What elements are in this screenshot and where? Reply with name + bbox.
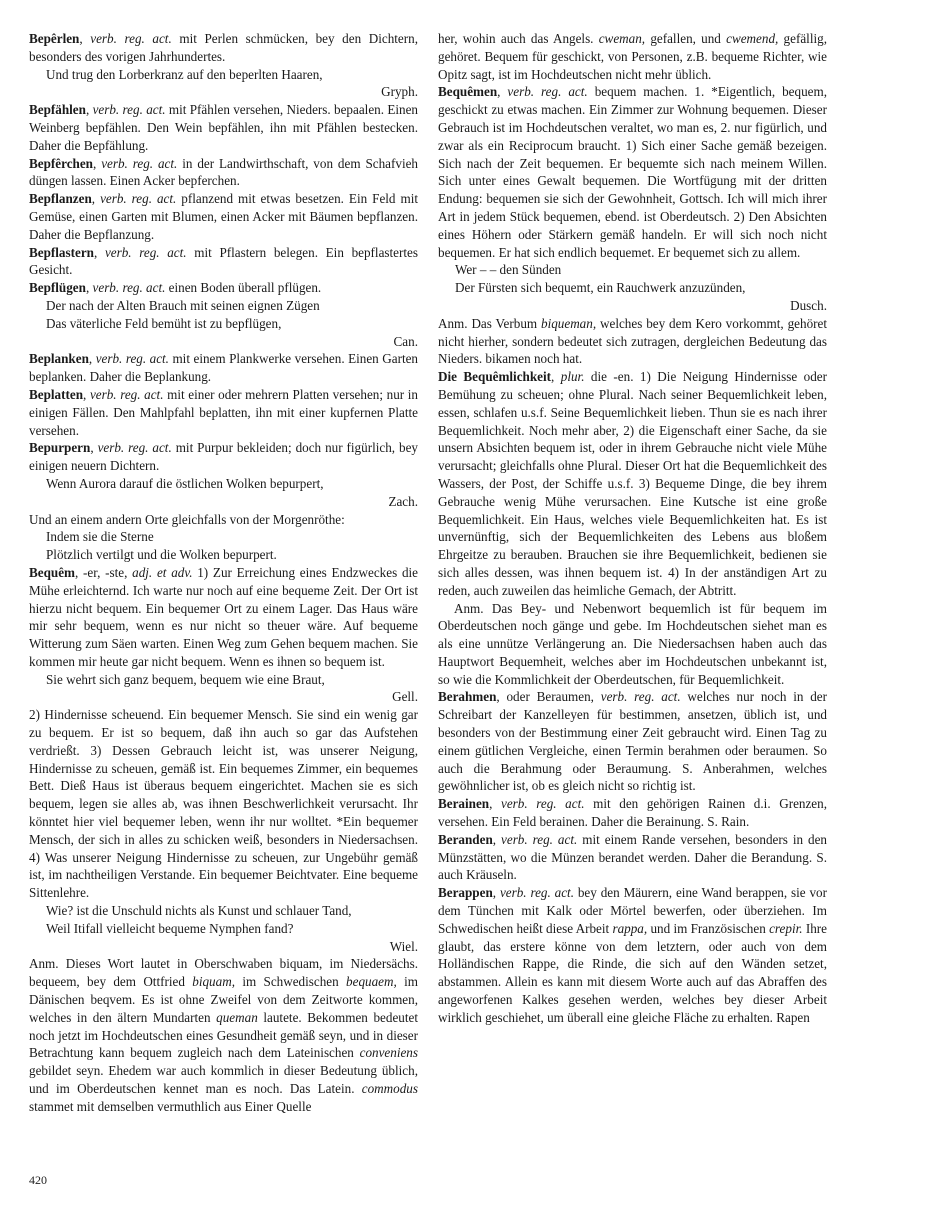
italic-term: verb. reg. act. bbox=[92, 280, 166, 296]
italic-term: crepir. bbox=[769, 920, 803, 936]
entry-text: , bbox=[79, 31, 91, 46]
headword: Berainen bbox=[438, 796, 490, 812]
entry-text: einen Boden überall pflügen. bbox=[165, 280, 322, 296]
entry-text: mit einem Rande versehen, besonders in den Münzstätten, wo die Münzen berandet werden. Daher die Berandung. S. auch Kräuseln. bbox=[438, 831, 827, 883]
dictionary-entry bbox=[29, 101, 418, 154]
dictionary-entry bbox=[29, 190, 418, 243]
entry-text: im Schwedischen bbox=[234, 974, 347, 990]
verse-line: Der Fürsten sich bequemt, ein Rauchwerk anzuzünden, bbox=[455, 280, 746, 296]
entry-text: gefallen, und bbox=[645, 31, 727, 46]
entry-text: mit den gehörigen Rainen d.i. Grenzen, versehen. Ein Feld berainen. Daher die Berainung. S. Rain. bbox=[438, 796, 827, 830]
italic-term: verb. reg. act. bbox=[104, 244, 187, 260]
entry-note bbox=[438, 30, 827, 83]
verse-line: Wer – – den Sünden bbox=[455, 262, 562, 278]
entry-text: mit Perlen schmücken, bey den Dichtern, besonders des vorigen Jahrhundertes. bbox=[29, 31, 419, 64]
italic-term: verb. reg. act. bbox=[95, 351, 169, 367]
italic-term: adj. et adv. bbox=[132, 564, 193, 580]
headword: Bequêm bbox=[29, 564, 75, 580]
entry-text: mit Pfählen versehen, Nieders. bepaalen. Einen Weinberg bepfählen. Den Wein bepfählen, ihn mit Pfählen bestecken. Daher die Bepfählung. bbox=[29, 102, 418, 153]
entry-text: im Dänischen beqvem. Es ist ohne Zweifel von dem Zeitworte kommen, welches in den ältern Mundarten bbox=[29, 974, 418, 1025]
entry-text: Anm. Dieses Wort lautet in Oberschwaben biquam, im Niedersächs. bequeem, bey dem Ottfried bbox=[29, 956, 418, 990]
italic-term: cweman, bbox=[598, 31, 646, 46]
entry-text: mit einem Plankwerke versehen. Einen Garten beplanken. Daher die Beplankung. bbox=[29, 351, 418, 385]
verse-source: Zach. bbox=[388, 493, 418, 509]
entry-note bbox=[29, 706, 418, 902]
italic-term: biqueman, bbox=[541, 315, 597, 331]
headword: Bepurpern bbox=[29, 440, 91, 456]
italic-term: verb. reg. act. bbox=[97, 440, 172, 456]
italic-term: bequaem, bbox=[346, 974, 397, 990]
entry-text: her, wohin auch das Angels. bbox=[438, 31, 599, 46]
headword: Die Bequêmlichkeit bbox=[438, 369, 552, 385]
verse-line: Indem sie die Sterne bbox=[46, 529, 154, 545]
entry-note bbox=[29, 955, 418, 1115]
headword: Beplanken bbox=[29, 351, 89, 367]
page-number: 420 bbox=[29, 1173, 47, 1187]
verse-line: Und trug den Lorberkranz auf den beperlten Haaren, bbox=[46, 66, 323, 82]
entry-text: , oder Beraumen, bbox=[496, 689, 601, 705]
verse-line: Wie? ist die Unschuld nichts als Kunst und schlauer Tand, bbox=[46, 903, 352, 919]
entry-note bbox=[438, 600, 827, 689]
italic-term: plur. bbox=[560, 369, 585, 385]
entry-text: 1) Zur Erreichung eines Endzweckes die Mühe erleichternd. Ich warte nur noch auf eine bequeme Zeit. Der Ort ist hierzu nicht bequem. Ein bequemer Ort zu einem Lager. Das Haus wäre mir sehr bequem, wenn es nur nicht so theuer wäre. Auf bequeme Witterung zum Säen warten. Einen Weg zum Gehen bequem machen. Sie kommen mir heute gar nicht bequem. Wenn es ihnen so bequem ist. bbox=[29, 564, 418, 669]
entry-text: Anm. Das Bey- und Nebenwort bequemlich ist für bequem im Oberdeutschen noch gänge und gebe. Im Hochdeutschen siehet man es als eine unnütze Verlängerung an. Die Niedersachsen haben auch das Hauptwort Bequemheit, welches aber im Hochdeutschen unbekannt ist, so wie die Kommlichkeit der Oberdeutschen, für Bequemlichkeit. bbox=[438, 600, 827, 687]
entry-text: lautete. Bekommen bedeutet noch jetzt im Hochdeutschen eines Gesundheit gemäß seyn, und in dieser Betrachtung kann bequem zugleich nach dem Lateinischen bbox=[29, 1009, 418, 1061]
verse-source: Can. bbox=[393, 333, 418, 349]
dictionary-entry bbox=[29, 564, 418, 671]
italic-term: verb. reg. act. bbox=[507, 84, 588, 100]
verse-source: Gell. bbox=[392, 689, 418, 705]
dictionary-entry bbox=[29, 30, 418, 66]
entry-text: Anm. Das Verbum bbox=[438, 315, 541, 331]
entry-text: , bbox=[91, 191, 101, 207]
entry-text: Und an einem andern Orte gleichfalls von der Morgenröthe: bbox=[29, 511, 345, 527]
headword: Bequêmen bbox=[438, 84, 498, 100]
headword: Bepflanzen bbox=[29, 191, 92, 207]
verse-line: Wenn Aurora darauf die östlichen Wolken bepurpert, bbox=[46, 475, 324, 491]
italic-term: biquam, bbox=[192, 974, 235, 990]
italic-term: verb. reg. act. bbox=[501, 831, 578, 847]
entry-text: , bbox=[497, 84, 508, 100]
entry-text: , bbox=[492, 831, 502, 847]
entry-text: pflanzend mit etwas besetzen. Ein Feld mit Gemüse, einen Garten mit Blumen, einen Acker mit Bäumen bepflanzen. Daher die Bepflanzung. bbox=[29, 191, 418, 242]
entry-text: bey den Mäurern, eine Wand berappen, sie vor dem Tünchen mit Kalk oder Mörtel bewerfen, oder überziehen. Im Schwedischen heißt diese Arbeit bbox=[438, 885, 828, 936]
headword: Bepflastern bbox=[29, 244, 94, 260]
italic-term: conveniens bbox=[359, 1045, 418, 1061]
headword: Berappen bbox=[438, 885, 493, 901]
dictionary-entry bbox=[29, 439, 418, 475]
headword: Beplatten bbox=[29, 386, 84, 402]
italic-term: verb. reg. act. bbox=[90, 31, 172, 46]
dictionary-entry bbox=[438, 795, 827, 831]
entry-text: stammet mit demselben vermuthlich aus Einer Quelle bbox=[29, 1098, 312, 1114]
entry-text: , bbox=[88, 351, 96, 367]
dictionary-entry bbox=[29, 350, 418, 386]
entry-note bbox=[29, 511, 418, 529]
entry-text: , bbox=[83, 386, 90, 402]
headword: Bepfêrchen bbox=[29, 155, 93, 171]
entry-note bbox=[438, 315, 827, 368]
entry-text: mit Pflastern belegen. Ein bepflastertes Gesicht. bbox=[29, 244, 418, 278]
italic-term: verb. reg. act. bbox=[101, 155, 178, 171]
entry-text: , bbox=[90, 440, 98, 456]
verse-line: Der nach der Alten Brauch mit seinen eignen Zügen bbox=[46, 297, 320, 313]
italic-term: verb. reg. act. bbox=[100, 191, 177, 207]
headword: Berahmen bbox=[438, 689, 497, 705]
dictionary-entry bbox=[29, 386, 418, 439]
verse-source: Gryph. bbox=[381, 84, 418, 100]
entry-text: mit einer oder mehrern Platten versehen; nur in einigen Fällen. Den Mahlpfahl beplatten, ihn mit einer kupfernen Platte versehen. bbox=[29, 386, 419, 438]
italic-term: verb. reg. act. bbox=[92, 102, 166, 118]
verse-source: Dusch. bbox=[790, 297, 827, 313]
entry-text: , bbox=[85, 280, 93, 296]
right-column bbox=[438, 30, 827, 1027]
verse-line: Plötzlich vertilgt und die Wolken bepurpert. bbox=[46, 547, 277, 563]
entry-text: , bbox=[551, 369, 561, 385]
entry-text: Ihre glaubt, das erstere könne von dem letztern, oder auch von dem Holländischen Rappe, die Rinde, die sich auf den Wänden setzet, abstammen. Allein es kann mit diesem Worte auch auf das Abraffen des angeworfenen Kalkes gesehen werden, welches bey dieser Arbeit wirklich geschiehet, um überall eine gleiche Fläche zu erhalten. Rapen bbox=[438, 920, 827, 1025]
italic-term: cwemend, bbox=[726, 31, 779, 46]
italic-term: verb. reg. act. bbox=[600, 689, 681, 705]
headword: Bepflügen bbox=[29, 280, 86, 296]
dictionary-entry bbox=[438, 884, 827, 1026]
headword: Bepfählen bbox=[29, 102, 86, 118]
entry-text: gefällig, gehöret. Bequem für geschickt, von Personen, z.B. bequeme Richter, wie Opitz sagt, ist im Hochdeutschen nicht mehr üblich. bbox=[438, 31, 827, 82]
entry-text: , -er, -ste, bbox=[75, 564, 133, 580]
entry-text: und im Französischen bbox=[647, 920, 770, 936]
entry-text: in der Landwirthschaft, von dem Schafvieh düngen lassen. Einen Acker bepferchen. bbox=[29, 155, 418, 189]
entry-text: , bbox=[85, 102, 93, 118]
entry-text: mit Purpur bekleiden; doch nur figürlich, bey einigen neuern Dichtern. bbox=[29, 440, 418, 474]
headword: Bepêrlen bbox=[29, 31, 80, 46]
entry-text: , bbox=[489, 796, 502, 812]
entry-text: , bbox=[93, 155, 102, 171]
italic-term: rappa, bbox=[612, 920, 648, 936]
left-column bbox=[29, 30, 418, 1116]
entry-text: welches bey dem Kero vorkommt, gehöret nicht hierher, sondern bedeutet sich zutragen, dergleichen Bedeutung das Nieders. bikamen noch hat. bbox=[438, 315, 827, 367]
italic-term: verb. reg. act. bbox=[89, 386, 164, 402]
italic-term: verb. reg. act. bbox=[501, 796, 585, 812]
dictionary-entry bbox=[29, 279, 418, 297]
verse-line: Das väterliche Feld bemüht ist zu bepflügen, bbox=[46, 315, 282, 331]
verse-source: Wiel. bbox=[389, 938, 418, 954]
entry-text: welches nur noch in der Schreibart der Kanzelleyen für bestimmen, ansetzen, üblich ist, und besonders von der Bestimmung einer Zeit gebraucht wird. Einen Tag zu einem gütlichen Vergleiche, einen Termin berahmen oder beraumen. So auch die Berahmung oder Beraumung. S. Anberahmen, welches gewöhnlicher ist, ob es gleich nicht so richtig ist. bbox=[438, 689, 828, 794]
italic-term: verb. reg. act. bbox=[499, 885, 574, 901]
headword: Beranden bbox=[438, 831, 493, 847]
entry-text: 2) Hindernisse scheuend. Ein bequemer Mensch. Sie sind ein wenig gar zu bequem. Er ist so bequem, daß ihn auch so gar das Aufstehen verdrießt. 3) Dessen Gebrauch leicht ist, was unserer Neigung, Hindernisse zu scheuen, gemäß ist. Ein bequemes Zimmer, ein bequemes Bett. Dieß Haus ist überaus bequem eingerichtet. Machen sie es sich bequem, legen sie alles ab, was ihnen Beschwerlichkeit verursacht. Ihr könntet hier viel bequemer leben, wenn ihr nur wolltet. *Ein bequemer Mensch, der sich in alles zu schicken weiß, besonders in Niedersachsen. 4) Was unserer Neigung Hindernisse zu scheuen, zur Ungebühr gemäß ist, im nachtheiligen Verstande. Ein bequemer Beichtvater. Eine bequeme Sittenlehre. bbox=[29, 707, 418, 901]
entry-text: die -en. 1) Die Neigung Hindernisse oder Bemühung zu scheuen; ohne Plural. Nach seiner Bequemlichkeit leben, essen, schlafen u.s.f. Seine Bequemlichkeit lieben. Thun sie es nach ihrer Bequemlichkeit. Noch mehr aber, 2) die Eigenschaft einer Sache, da sie unsern Absichten bequem ist, oder in ihrem Gebrauche nicht viele Mühe verursacht; gleichfalls ohne Plural. Dieser Ort hat die Bequemlichkeit des Wassers, der Post, der Schiffe u.s.f. 3) Bequeme Dinge, die bey ihrem Gebrauche wenig Mühe verursachen. Eine Kutsche ist eine große Bequemlichkeit. Ein Haus, welches viele Bequemlichkeiten hat. Es ist unvernünftig, sich der Bequemlichkeiten des Lebens aus bloßem Ehrgeitze zu berauben. Brauchen sie ihre Bequemlichkeit, bedienen sie sich alles dessen, was ihnen bequem ist. 4) In der anständigen Art zu reden, auch zuweilen das heimliche Gemach, der Abtritt. bbox=[438, 369, 827, 598]
italic-term: queman bbox=[216, 1009, 258, 1025]
entry-text: , bbox=[492, 885, 500, 901]
entry-text: gebildet seyn. Ehedem war auch kommlich in dieser Bedeutung üblich, und im Oberdeutschen kennet man es noch. Das Latein. bbox=[29, 1063, 418, 1097]
verse-line: Weil Itifall vielleicht bequeme Nymphen fand? bbox=[46, 920, 294, 936]
dictionary-entry bbox=[438, 368, 827, 599]
dictionary-entry bbox=[438, 83, 827, 261]
dictionary-entry bbox=[438, 688, 827, 795]
dictionary-entry bbox=[29, 155, 418, 191]
dictionary-entry bbox=[29, 244, 418, 280]
entry-text: bequem machen. 1. *Eigentlich, bequem, geschickt zu etwas machen. Ein Zimmer zur Wohnung bequemen. Dieser Gebrauch ist im Hochdeutschen veraltet, wo man es, 2. nur figürlich, und zwar als ein Reciprocum braucht. 1) Sich einer Sache gemäß bezeigen. Sich nach der Zeit bequemen. Er bequemte sich nach meinem Willen. Sich unter eines Gewalt bequemen. Die Wortfügung mit der dritten Endung: bequemen sie sich der Gewohnheit, Gottsch. Ich will mich ihrer Art in jedem Stück bequemen, ebend. ist Oberdeutsch. 2) Den Absichten eines Höhern oder Stärkern gemäß handeln. Er will sich noch nicht bequemen. Er hat sich endlich bequemet. Er bequemet sich zu allem. bbox=[438, 84, 827, 260]
italic-term: commodus bbox=[361, 1081, 418, 1097]
dictionary-entry bbox=[438, 831, 827, 884]
entry-text: , bbox=[93, 244, 105, 260]
verse-line: Sie wehrt sich ganz bequem, bequem wie eine Braut, bbox=[46, 671, 325, 687]
